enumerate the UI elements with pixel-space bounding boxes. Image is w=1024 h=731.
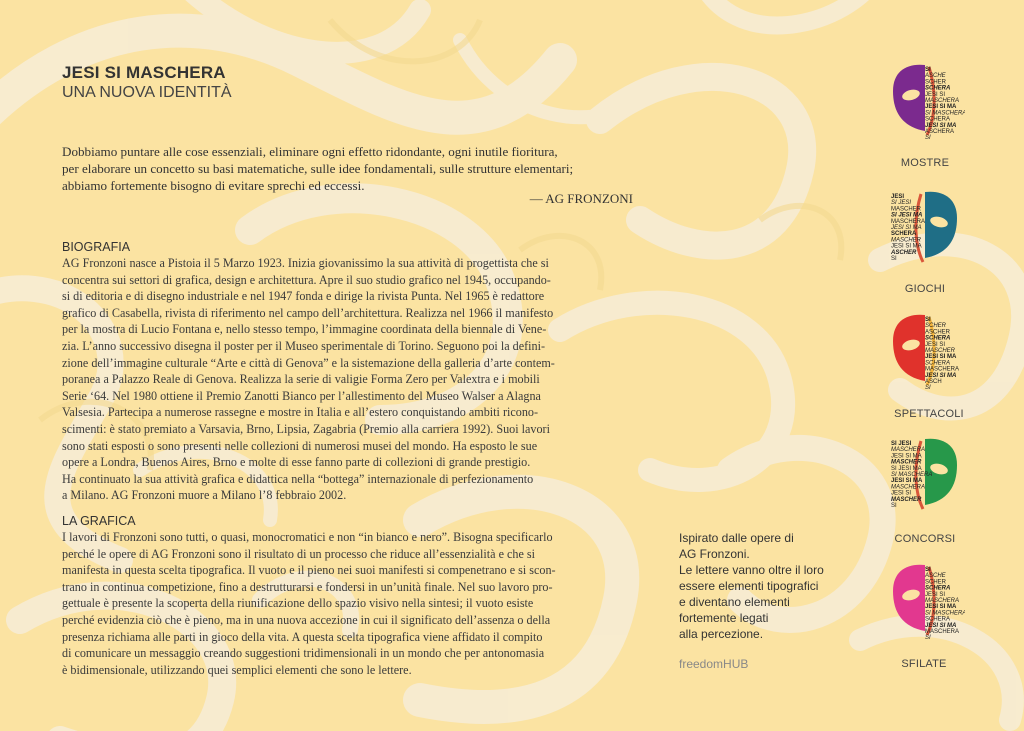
mask-concorsi-icon[interactable]: [885, 437, 965, 519]
mask-giochi-icon[interactable]: [885, 190, 965, 272]
mask-lettering: JESI SI MA: [925, 372, 957, 379]
mask-lettering: SI MASCHERA: [925, 610, 965, 617]
mask-lettering: MASCHERA: [891, 484, 926, 491]
mask-mostre-icon[interactable]: [885, 63, 965, 145]
mask-lettering: MASCHERA: [925, 629, 960, 635]
text-line: poranea a Palazzo Reale di Genova. Realizza la serie di valigie Forma Zero per Valextra e i mobili: [62, 372, 540, 387]
mask-lettering: SI: [925, 385, 931, 392]
mask-emblem: [885, 63, 965, 145]
text-line: Ha continuato la sua attività grafica e didattica nella “bottega” internazionale di perfezionamento: [62, 471, 534, 486]
biografia-text: [62, 255, 640, 504]
text-line: AG Fronzoni nasce a Pistoia il 5 Marzo 1923. Inizia giovanissimo la sua attività di progettista che si: [62, 256, 549, 270]
mask-lettering: SCHERA: [925, 116, 951, 123]
text-line: zia. L’anno successivo disegna il poster per il Museo sperimentale di Torino. Seguono poi la defini-: [62, 338, 545, 353]
mask-lettering: ASCHER: [891, 249, 917, 256]
mask-lettering: SCHERA: [925, 585, 951, 592]
mask-lettering: ASCHER: [925, 329, 951, 336]
mask-lettering: SI MASCHERA: [925, 110, 965, 117]
mask-lettering: ASCH: [925, 379, 942, 385]
mask-lettering: SCHERA: [925, 616, 951, 623]
mask-lettering: SI: [925, 135, 931, 142]
text-line: sono stati esposti o sono presenti nelle collezioni di numerosi musei del mondo. Ha esposto le sue: [62, 438, 538, 453]
text-line: Valsesia. Partecipa a numerose rassegne e mostre in Italia e all’estero conquistando ambiti ricono-: [62, 405, 539, 420]
mask-lettering: SCHERA: [925, 360, 951, 367]
side-note-line: essere elementi tipografici: [679, 579, 819, 593]
grafica-heading: LA GRAFICA: [62, 514, 136, 528]
text-line: Serie ‘64. Nel 1980 ottiene il Premio Zanotti Bianco per l’allestimento del Museo Walser a Alagna: [62, 388, 541, 403]
mask-label-mostre[interactable]: MOSTRE: [900, 157, 950, 169]
mask-lettering: SI JESI: [891, 200, 912, 207]
side-note-line: AG Fronzoni.: [679, 547, 750, 561]
mask-lettering: MASCHERA: [925, 598, 960, 604]
mask-lettering: MASCHER: [891, 237, 922, 244]
text-line: a Milano. AG Fronzoni muore a Milano l’8 febbraio 2002.: [62, 488, 347, 503]
mask-label-concorsi[interactable]: CONCORSI: [894, 533, 956, 545]
mask-lettering: MASCHERA: [925, 98, 960, 104]
mask-lettering: JESI SI: [925, 341, 946, 348]
mask-lettering: JESI SI MA: [925, 604, 957, 611]
text-line: concentra sui settori di grafica, design e architettura. Apre il suo studio grafico nel 1945, occupando-: [62, 272, 551, 287]
mask-lettering: SI JESI MA: [891, 212, 923, 219]
mask-lettering: SCHER: [925, 579, 947, 586]
biografia-heading: BIOGRAFIA: [62, 240, 131, 254]
mask-lettering: JESI SI MA: [891, 478, 923, 485]
mask-lettering: SI MASCHERA: [891, 472, 933, 478]
text-line: è bidimensionale, utilizzando quei semplici elementi che sono le lettere.: [62, 662, 412, 677]
mask-lettering: MASCHER: [891, 496, 922, 503]
mask-lettering: SCHER: [925, 79, 947, 86]
mask-lettering: JESI SI MA: [891, 225, 922, 231]
mask-lettering: MASCHER: [891, 206, 922, 213]
text-line: I lavori di Fronzoni sono tutti, o quasi, monocromatici e non “in bianco e nero”. Bisogna specificarlo: [62, 530, 553, 544]
text-line: manifesta in questa scelta tipografica. Il vuoto e il pieno nei suoi manifesti si compenetrano e si scon-: [62, 563, 556, 578]
mask-label-giochi[interactable]: GIOCHI: [904, 283, 946, 295]
side-note-line: e diventano elementi: [679, 595, 790, 609]
mask-lettering: JESI SI MA: [925, 354, 957, 361]
mask-lettering: ASCHE: [925, 573, 946, 580]
side-note-line: Ispirato dalle opere di: [679, 531, 794, 545]
text-line: perché le opere di AG Fronzoni sono il risultato di un processo che riduce all’essenzialità e che si: [62, 546, 535, 561]
text-line: opere a Londra, Buenos Aires, Brno e molte di esse fanno parte di collezioni di grande prestigio.: [62, 455, 531, 470]
mask-lettering: MASCHERA: [925, 366, 960, 373]
side-note-line: Le lettere vanno oltre il loro: [679, 563, 824, 577]
mask-lettering: SCHERA: [925, 335, 951, 342]
mask-lettering: SI: [925, 317, 931, 323]
text-line: si di editoria e di disegno industriale e nel 1947 fonda e dirige la rivista Punta. Nel 1965 è redattore: [62, 289, 545, 304]
quote-line: Dobbiamo puntare alle cose essenziali, eliminare ogni effetto ridondante, ogni inutile fioritura,: [62, 144, 558, 159]
mask-lettering: JESI SI MA: [891, 453, 922, 460]
text-line: perché evidenzia ciò che è pieno, ma in una nuova accezione in cui il significato dell’assenza o della: [62, 612, 551, 627]
mask-lettering: JESI SI: [891, 490, 912, 497]
mask-emblem: [885, 190, 965, 272]
main-content: [62, 63, 640, 677]
text-line: per la mostra di Lucio Fontana e, nello stesso tempo, l’immagine coordinata della biennale di Vene-: [62, 322, 547, 337]
mask-lettering: SI: [925, 567, 931, 573]
mask-lettering: ASCHERA: [925, 129, 955, 135]
quote-author: — AG FRONZONI: [529, 191, 633, 206]
mask-lettering: SI: [925, 635, 931, 642]
quote-line: abbiamo fortemente bisogno di evitare sprechi ed eccessi.: [62, 178, 365, 193]
mask-lettering: MASCHERA: [891, 447, 926, 454]
mask-lettering: SI: [925, 67, 931, 73]
mask-lettering: SI JESI: [891, 441, 912, 447]
text-line: di comunicare un messaggio creando suggestioni tridimensionali in un mondo che per antonomasia: [62, 646, 545, 661]
side-note: [679, 530, 869, 642]
mask-lettering: SI: [891, 256, 897, 262]
mask-lettering: JESI SI MA: [925, 122, 957, 129]
mask-label-sfilate[interactable]: SFILATE: [901, 658, 947, 670]
text-line: trano in continua competizione, fino a destrutturarsi e fondersi in un’unità finale. Nel suo lavoro pro-: [62, 579, 553, 594]
mask-emblem: [885, 437, 965, 519]
brand-logo: freedomHUB: [679, 657, 749, 671]
mask-lettering: SI: [891, 503, 897, 509]
side-note-line: fortemente legati: [679, 611, 769, 625]
mask-spettacoli-icon[interactable]: [885, 313, 965, 395]
mask-label-spettacoli[interactable]: SPETTACOLI: [894, 408, 964, 420]
mask-emblem: [885, 313, 965, 395]
mask-lettering: SCHERA: [891, 231, 917, 238]
grafica-text: [62, 529, 640, 678]
text-line: presenza richiama alle parti in gioco della vita. A questa scelta tipografica viene affidato il compito: [62, 629, 543, 644]
page-subtitle: UNA NUOVA IDENTITÀ: [62, 84, 232, 101]
text-line: grafico di Casabella, rivista di riferimento nel campo dell’architettura. Realizza nel 1966 il manifesto: [62, 305, 554, 320]
mask-lettering: JESI SI: [925, 591, 946, 598]
mask-lettering: JESI SI MA: [925, 104, 957, 111]
side-note-line: alla percezione.: [679, 627, 764, 641]
mask-lettering: JESI SI MA: [891, 243, 922, 250]
mask-lettering: MASCHER: [891, 459, 922, 466]
quote-line: per elaborare un concetto su basi matematiche, sulle idee fondamentali, sulle strutture elementari;: [62, 161, 574, 176]
text-line: gettuale è presente la scoperta della riunificazione dello spazio visivo nella sintesi; il vuoto esiste: [62, 596, 534, 611]
text-line: scimenti: è stato premiato a Varsavia, Brno, Lipsia, Zagabria (Premio alla carriera 1992). Suoi lavori: [62, 421, 550, 436]
mask-sfilate-icon[interactable]: [885, 563, 965, 645]
mask-lettering: MASCHER: [925, 348, 956, 354]
mask-lettering: ASCHE: [925, 73, 946, 80]
mask-lettering: SI JESI MA: [891, 465, 922, 472]
mask-lettering: JESI SI MA: [925, 622, 957, 629]
mask-lettering: MASCHERA: [891, 218, 926, 225]
mask-lettering: JESI SI: [925, 91, 946, 98]
mask-lettering: SCHER: [925, 323, 947, 330]
mask-emblem: [885, 563, 965, 645]
mask-lettering: JESI: [891, 194, 905, 200]
text-line: zione dell’immagine culturale “Arte e città di Genova” e la sistemazione della galleria d’arte contem-: [62, 355, 555, 370]
mask-lettering: SCHERA: [925, 85, 951, 92]
page-title: JESI SI MASCHERA: [62, 63, 226, 82]
quote-block: [62, 143, 637, 194]
